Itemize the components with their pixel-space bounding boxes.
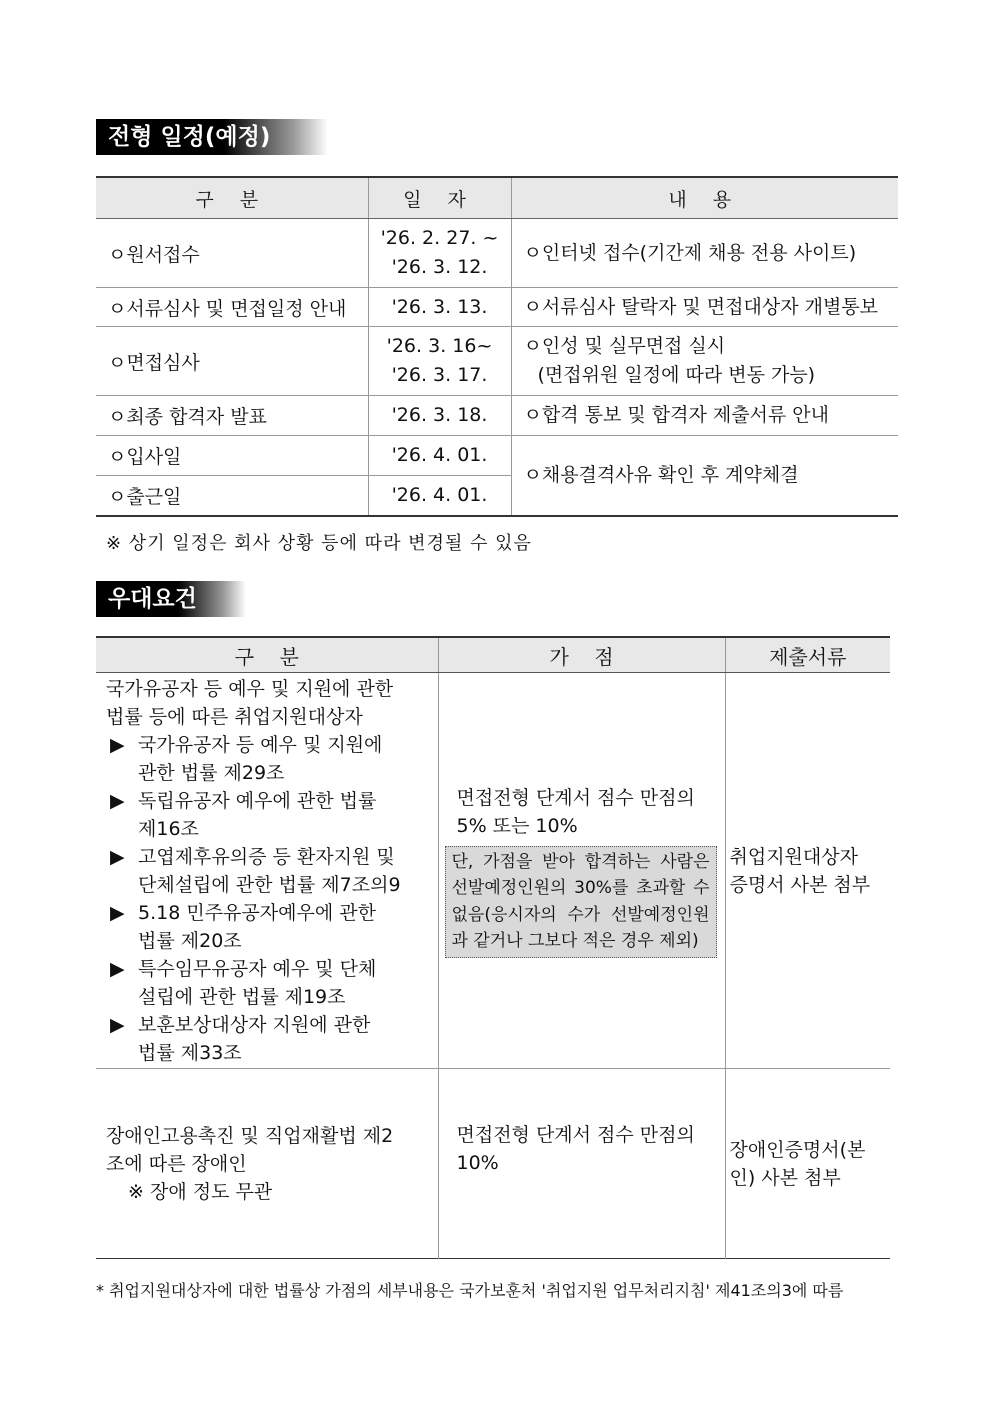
schedule-date: '26. 3. 16~ '26. 3. 17. [368,327,511,396]
law-bullet-text: 고엽제후유의증 등 환자지원 및 단체설립에 관한 법률 제7조의9 [138,846,401,896]
points-text: 면접전형 단계서 점수 만점의 5% 또는 10% [456,786,695,837]
schedule-item: ㅇ출근일 [96,476,368,516]
schedule-date: '26. 4. 01. [368,436,511,476]
preference-header-row [96,637,890,673]
schedule-header-row [96,177,898,219]
category-cell [96,673,438,1069]
schedule-note: ※ 상기 일정은 회사 상황 등에 따라 변경될 수 있음 [106,533,532,554]
header-category: 구 분 [96,177,368,219]
schedule-table [96,176,898,517]
schedule-date: '26. 4. 01. [368,476,511,516]
points-note: 단, 가점을 받아 합격하는 사람은 선발예정인원의 30%를 초과할 수 없음(응시자의 수가 선발예정인원과 같거나 그보다 적은 경우 제외) [445,846,717,958]
table-row [96,327,898,396]
law-bullet-text: 보훈보상대상자 지원에 관한 법률 제33조 [138,1014,371,1064]
table-row [96,436,898,476]
documents-cell [725,673,890,1069]
law-bullet-text: 특수임무유공자 예우 및 단체 설립에 관한 법률 제19조 [138,958,377,1008]
law-bullet-text: 국가유공자 등 예우 및 지원에 관한 법률 제29조 [138,734,383,784]
schedule-content: ㅇ합격 통보 및 합격자 제출서류 안내 [511,396,898,436]
preference-table [96,636,890,1259]
points-cell [438,673,725,1069]
black-triangle-right-icon: ▶ [110,790,125,812]
schedule-content-merged: ㅇ채용결격사유 확인 후 계약체결 [511,436,898,516]
black-triangle-right-icon: ▶ [110,846,125,868]
preference-section-title: 우대요건 [96,581,246,617]
header-date: 일 자 [368,177,511,219]
table-row [96,219,898,288]
schedule-date: '26. 2. 27. ~ '26. 3. 12. [368,219,511,288]
law-bullet-item [106,899,434,955]
law-bullet-item [106,731,434,787]
law-bullet-item [106,843,434,899]
law-bullet-item [106,787,434,843]
schedule-content: ㅇ인성 및 실무면접 실시 (면접위원 일정에 따라 변동 가능) [511,327,898,396]
law-bullet-text: 5.18 민주유공자예우에 관한 법률 제20조 [138,902,376,952]
header-points: 가 점 [438,637,725,673]
black-triangle-right-icon: ▶ [110,902,125,924]
schedule-date: '26. 3. 13. [368,288,511,327]
table-row [96,1069,890,1259]
schedule-date: '26. 3. 18. [368,396,511,436]
black-triangle-right-icon: ▶ [110,734,125,756]
schedule-item: ㅇ서류심사 및 면접일정 안내 [96,288,368,327]
header-content: 내 용 [511,177,898,219]
footnote: * 취업지원대상자에 대한 법률상 가점의 세부내용은 국가보훈처 '취업지원 업무처리지침' 제41조의3에 따름 [96,1281,844,1300]
black-triangle-right-icon: ▶ [110,958,125,980]
header-documents: 제출서류 [725,637,890,673]
schedule-item: ㅇ면접심사 [96,327,368,396]
header-category: 구 분 [96,637,438,673]
schedule-item: ㅇ원서접수 [96,219,368,288]
documents-cell: 장애인증명서(본 인) 사본 첨부 [725,1069,890,1259]
category-cell: 장애인고용촉진 및 직업재활법 제2 조에 따른 장애인 ※ 장애 정도 무관 [96,1069,438,1259]
category-intro: 국가유공자 등 예우 및 지원에 관한 법률 등에 따른 취업지원대상자 [106,678,394,728]
schedule-section-title: 전형 일정(예정) [96,119,328,155]
documents-text: 취업지원대상자 증명서 사본 첨부 [729,845,871,896]
schedule-content: ㅇ인터넷 접수(기간제 채용 전용 사이트) [511,219,898,288]
black-triangle-right-icon: ▶ [110,1014,125,1036]
schedule-item: ㅇ최종 합격자 발표 [96,396,368,436]
points-cell: 면접전형 단계서 점수 만점의 10% [438,1069,725,1259]
schedule-content: ㅇ서류심사 탈락자 및 면접대상자 개별통보 [511,288,898,327]
law-bullet-item [106,955,434,1011]
schedule-item: ㅇ입사일 [96,436,368,476]
table-row [96,673,890,1069]
law-bullet-item [106,1011,434,1067]
table-row [96,288,898,327]
law-bullet-text: 독립유공자 예우에 관한 법률 제16조 [138,790,377,840]
table-row [96,396,898,436]
